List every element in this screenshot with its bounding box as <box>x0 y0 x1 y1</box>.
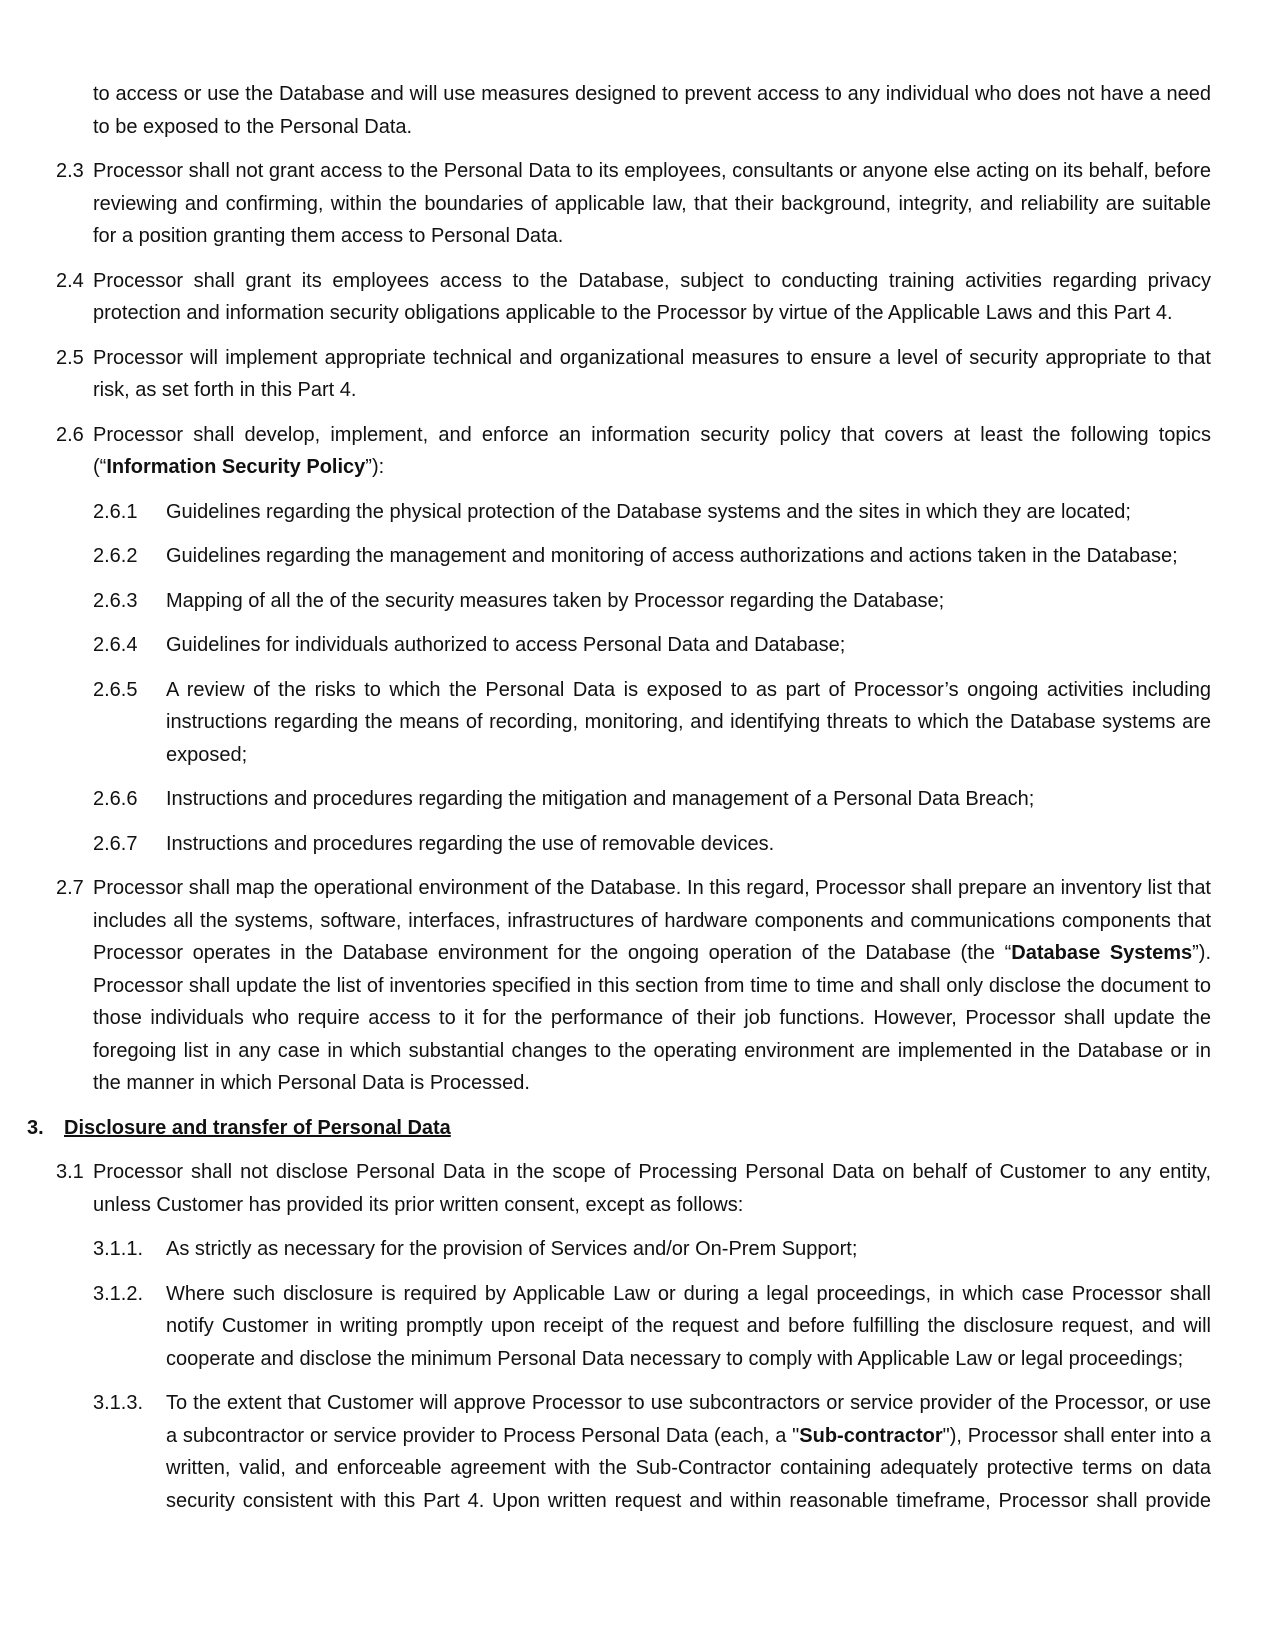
section-2-3 <box>56 155 1211 253</box>
defined-term: Information Security Policy <box>106 456 366 478</box>
subsection-text: Where such disclosure is required by Applicable Law or during a legal proceedings, in which case Processor shall notify Customer in writing promptly upon receipt of the request and before fulfilling the disclosure request, and will cooperate and disclose the minimum Personal Data necessary to comply with Applicable Law or legal proceedings; <box>166 1282 1211 1370</box>
subsection-number: 2.6.7 <box>93 832 138 855</box>
subsection-text: Guidelines for individuals authorized to access Personal Data and Database; <box>166 634 846 656</box>
subsection-number: 2.6.6 <box>93 788 138 810</box>
subsection-text: Instructions and procedures regarding the mitigation and management of a Personal Data Breach; <box>166 788 1035 810</box>
subsection-text: A review of the risks to which the Personal Data is exposed to as part of Processor’s ongoing activities including instructions regarding the means of recording, monitoring, and identifying threats to which the Database systems are exposed; <box>166 678 1211 766</box>
defined-term: Sub-contractor <box>799 1424 943 1447</box>
section-2-7 <box>56 872 1212 1100</box>
section-number: 2.6 <box>56 423 84 446</box>
section-2-4 <box>56 265 1211 330</box>
section-text: Processor shall not grant access to the Personal Data to its employees, consultants or anyone else acting on its behalf, before reviewing and confirming, within the boundaries of applicable law, that their background, integrity, and reliability are suitable for a position granting them access to Personal Data. <box>93 160 1211 247</box>
section-text: Processor shall grant its employees access to the Database, subject to conducting training activities regarding privacy protection and information security obligations applicable to the Processor by virtue of the Applicable Laws and this Part 4. <box>93 269 1211 324</box>
section-number: 2.4 <box>56 269 84 292</box>
section-2-6 <box>56 419 1211 484</box>
subsection-2-6-7 <box>93 828 1211 861</box>
subsection-3-1-2 <box>93 1278 1211 1376</box>
section-3-1 <box>56 1156 1211 1221</box>
subsection-text: Mapping of all the of the security measures taken by Processor regarding the Database; <box>166 589 945 612</box>
section-2-5 <box>56 342 1211 407</box>
section-number: 2.3 <box>56 160 84 182</box>
paragraph-continuation: to access or use the Database and will use measures designed to prevent access to any individual who does not have a need to be exposed to the Personal Data. <box>93 83 1211 138</box>
subsection-text: Guidelines regarding the management and monitoring of access authorizations and actions taken in the Database; <box>166 545 1178 567</box>
subsection-number: 3.1.1. <box>93 1238 144 1260</box>
subsection-3-1-3 <box>93 1387 1211 1517</box>
subsection-number: 2.6.3 <box>93 589 138 612</box>
subsection-number: 2.6.5 <box>93 678 138 701</box>
subsection-3-1-1 <box>93 1233 1211 1266</box>
subsection-text-end: "), Processor shall enter into a written, valid, and enforceable agreement with the Sub-Contractor containing adequately protective terms on data security consistent with this Part 4. Upon written request and within reasonable timeframe, Processor shall provide <box>166 1424 1211 1512</box>
subsection-2-6-5 <box>93 674 1211 772</box>
section-text: Processor shall develop, implement, and enforce an information security policy that covers at least the following topics (“ <box>93 423 1211 478</box>
section-text: Processor will implement appropriate technical and organizational measures to ensure a level of security appropriate to that risk, as set forth in this Part 4. <box>93 346 1211 401</box>
section-number: 2.7 <box>56 877 84 899</box>
subsection-number: 3.1.2. <box>93 1282 144 1305</box>
subsection-2-6-4 <box>93 629 1211 662</box>
subsection-2-6-6 <box>93 783 1211 816</box>
section-text: Processor shall not disclose Personal Data in the scope of Processing Personal Data on behalf of Customer to any entity, unless Customer has provided its prior written consent, except as follows: <box>93 1161 1211 1216</box>
section-text-end: ”). Processor shall update the list of inventories specified in this section from time to time and shall only disclose the document to those individuals who require access to it for the performance of their job functions. However, Processor shall update the foregoing list in any case in which substantial changes to the operating environment are implemented in the Database or in the manner in which Personal Data is Processed. <box>93 942 1212 1094</box>
subsection-text: Guidelines regarding the physical protection of the Database systems and the sites in which they are located; <box>166 500 1131 523</box>
subsection-text: Instructions and procedures regarding the use of removable devices. <box>166 832 775 855</box>
heading-title: Disclosure and transfer of Personal Data <box>64 1116 451 1139</box>
section-text: Processor shall map the operational environment of the Database. In this regard, Processor shall prepare an inventory list that includes all the systems, software, interfaces, infrastructures of hardware components and communications components that Processor operates in the Database environment for the ongoing operation of the Database (the “ <box>93 877 1211 964</box>
section-number: 3.1 <box>56 1161 84 1183</box>
subsection-2-6-1 <box>93 496 1211 529</box>
subsection-text: As strictly as necessary for the provision of Services and/or On-Prem Support; <box>166 1238 858 1260</box>
heading-section-3 <box>27 1112 1211 1145</box>
subsection-text: To the extent that Customer will approve Processor to use subcontractors or service provider of the Processor, or use a subcontractor or service provider to Process Personal Data (each, a " <box>166 1392 1211 1447</box>
heading-number: 3. <box>27 1116 44 1139</box>
defined-term: Database Systems <box>1011 942 1193 964</box>
subsection-number: 2.6.2 <box>93 545 138 567</box>
subsection-2-6-3 <box>93 585 1211 618</box>
section-number: 2.5 <box>56 346 84 369</box>
subsection-number: 2.6.4 <box>93 634 138 656</box>
section-text-end: ”): <box>365 456 385 478</box>
subsection-2-6-2 <box>93 540 1211 573</box>
subsection-number: 3.1.3. <box>93 1392 144 1414</box>
subsection-number: 2.6.1 <box>93 500 138 523</box>
